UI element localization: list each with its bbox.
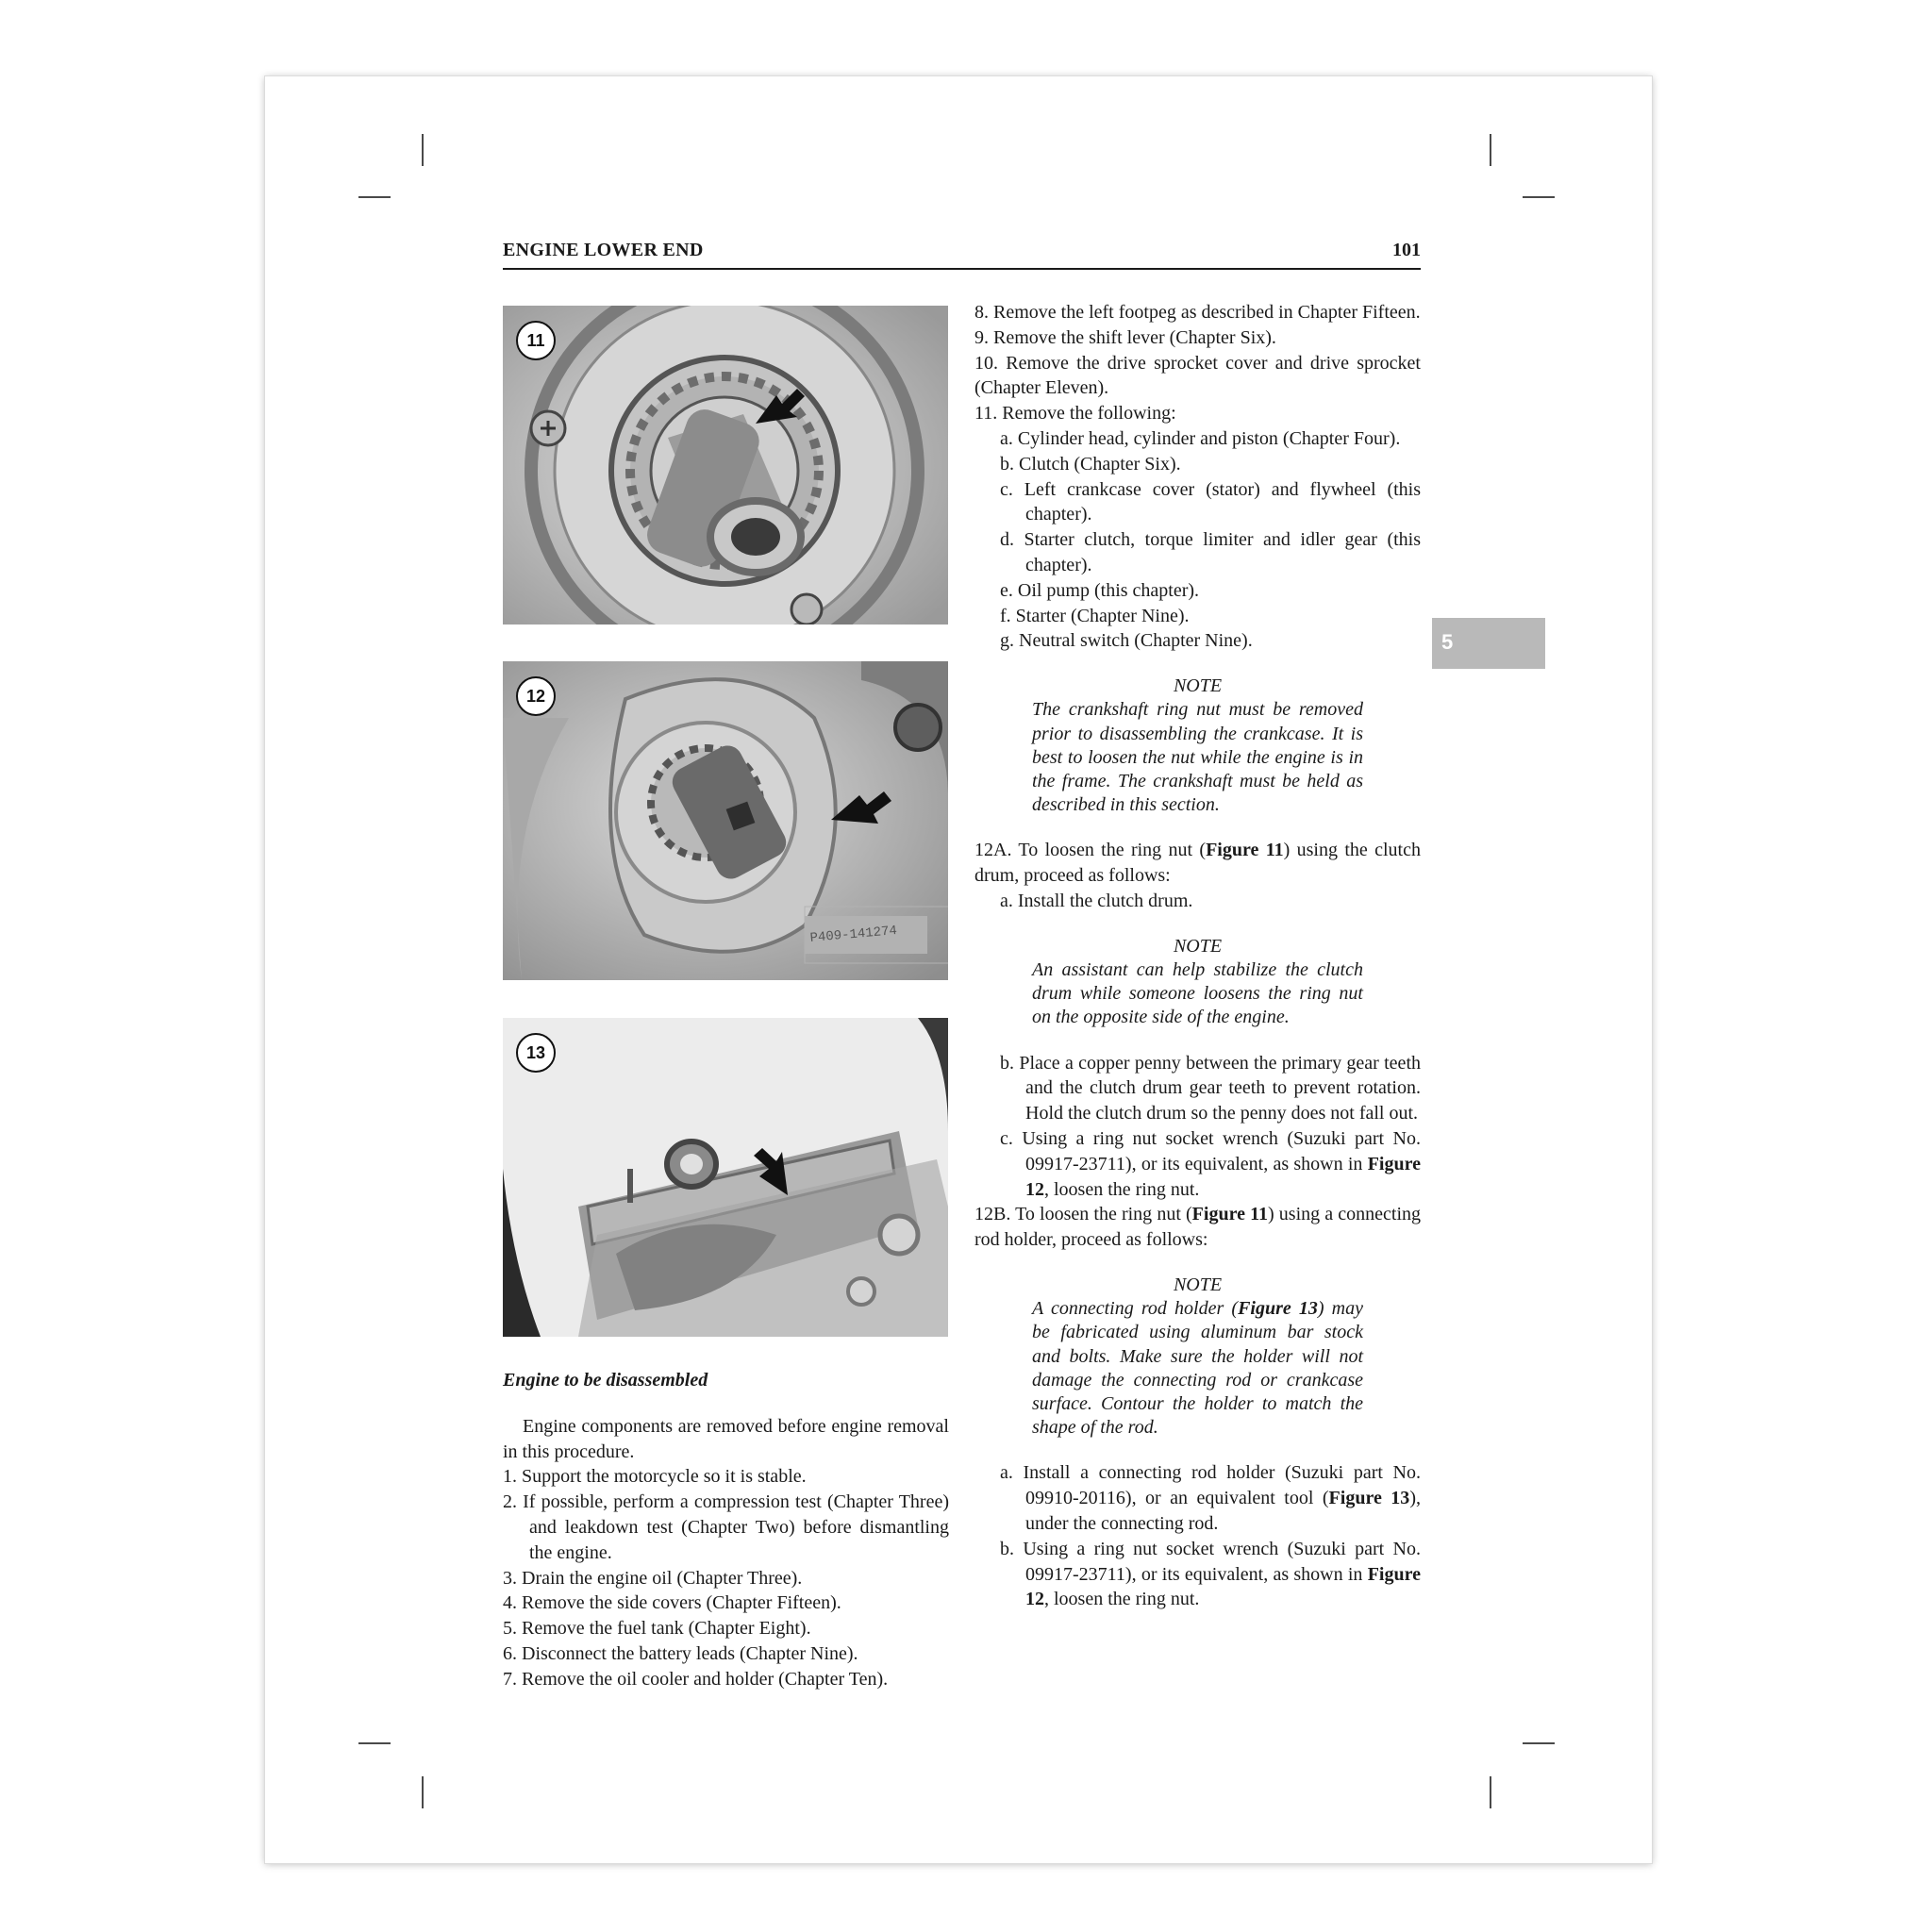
- chapter-tab-label: 5: [1441, 630, 1454, 654]
- sub-step: b. Clutch (Chapter Six).: [1000, 453, 1181, 475]
- section-heading: Engine to be disassembled: [503, 1370, 708, 1391]
- chapter-tab: [1432, 618, 1545, 669]
- sub-step: b. Place a copper penny between the primary gear teeth and the clutch drum gear teeth to prevent rotation. Hold the clutch drum so the penny does not fall out.: [1000, 1052, 1421, 1124]
- right-column: [974, 300, 1421, 1612]
- note-label: NOTE: [1173, 1274, 1223, 1295]
- left-column: [503, 1368, 949, 1692]
- sub-step: a. Cylinder head, cylinder and piston (Chapter Four).: [1000, 427, 1401, 449]
- figure-12-photo: [503, 661, 948, 980]
- figure-12-number: 12: [516, 676, 556, 716]
- sub-step: a. Install a connecting rod holder (Suzuki part No. 09910-20116), or an equivalent tool (Figure 13), under the connecting rod.: [1000, 1462, 1421, 1534]
- sub-step: g. Neutral switch (Chapter Nine).: [1000, 630, 1253, 652]
- figure-reference: Figure 11: [1206, 840, 1284, 861]
- crop-mark: [358, 196, 391, 198]
- note-box: [974, 1274, 1421, 1440]
- figure-13-number: 13: [516, 1033, 556, 1073]
- note-box: [974, 935, 1421, 1030]
- note-text: The crankshaft ring nut must be removed prior to disassembling the crankcase. It is best to loosen the nut while the engine is in the frame. The crankshaft must be held as described in this section.: [1032, 699, 1363, 816]
- procedure-step: 12B. To loosen the ring nut (Figure 11) using a connecting rod holder, proceed as follows:: [974, 1204, 1422, 1251]
- sub-step: c. Left crankcase cover (stator) and flywheel (this chapter).: [1000, 478, 1421, 525]
- note-box: [974, 675, 1421, 817]
- figure-reference: Figure 12: [1025, 1563, 1421, 1610]
- crop-mark: [422, 134, 424, 166]
- procedure-step: 12A. To loosen the ring nut (Figure 11) using the clutch drum, proceed as follows:: [974, 840, 1421, 887]
- procedure-step: 3. Drain the engine oil (Chapter Three).: [503, 1567, 803, 1589]
- note-label: NOTE: [1173, 675, 1223, 697]
- sub-step: f. Starter (Chapter Nine).: [1000, 605, 1190, 626]
- figure-reference: Figure 13: [1328, 1488, 1410, 1509]
- procedure-step: 6. Disconnect the battery leads (Chapter Nine).: [503, 1642, 858, 1664]
- crop-mark: [1490, 1776, 1491, 1808]
- crop-mark: [1490, 134, 1491, 166]
- figure-11-photo: [503, 306, 948, 625]
- procedure-step: 9. Remove the shift lever (Chapter Six).: [974, 326, 1276, 348]
- note-label: NOTE: [1173, 935, 1223, 957]
- figure-reference: Figure 12: [1025, 1153, 1421, 1200]
- note-text: A connecting rod holder (Figure 13) may be fabricated using aluminum bar stock and bolts. Make sure the holder will not damage the connecting rod or crankcase surface. Contour the holder to match the shape of the rod.: [1032, 1298, 1363, 1439]
- sub-step: a. Install the clutch drum.: [1000, 890, 1193, 911]
- figure-reference: Figure 11: [1191, 1204, 1268, 1225]
- intro-paragraph: Engine components are removed before engine removal in this procedure.: [503, 1415, 949, 1462]
- header-title: ENGINE LOWER END: [503, 240, 704, 260]
- note-text: An assistant can help stabilize the clutch drum while someone loosens the ring nut on the opposite side of the engine.: [1032, 958, 1363, 1028]
- procedure-step: 5. Remove the fuel tank (Chapter Eight).: [503, 1618, 811, 1640]
- procedure-step: 1. Support the motorcycle so it is stable.: [503, 1466, 807, 1488]
- figure-13-photo: [503, 1018, 948, 1337]
- procedure-step: 10. Remove the drive sprocket cover and drive sprocket (Chapter Eleven).: [974, 352, 1421, 399]
- figure-reference: Figure 13: [1238, 1298, 1318, 1320]
- crop-mark: [1523, 1742, 1555, 1744]
- sub-step: c. Using a ring nut socket wrench (Suzuki part No. 09917-23711), or its equivalent, as shown in Figure 12, loosen the ring nut.: [1000, 1127, 1421, 1200]
- figure-11-number: 11: [516, 321, 556, 360]
- crop-mark: [422, 1776, 424, 1808]
- procedure-step: 11. Remove the following:: [974, 403, 1176, 425]
- sub-step: b. Using a ring nut socket wrench (Suzuki part No. 09917-23711), or its equivalent, as shown in Figure 12, loosen the ring nut.: [1000, 1538, 1421, 1610]
- procedure-step: 7. Remove the oil cooler and holder (Chapter Ten).: [503, 1668, 889, 1690]
- crop-mark: [1523, 196, 1555, 198]
- procedure-step: 2. If possible, perform a compression test (Chapter Three) and leakdown test (Chapter Two) before dismantling the engine.: [503, 1491, 949, 1563]
- page-number: 101: [1392, 240, 1421, 260]
- crop-mark: [358, 1742, 391, 1744]
- procedure-step: 8. Remove the left footpeg as described in Chapter Fifteen.: [974, 302, 1421, 323]
- running-header: [503, 240, 1421, 270]
- sub-step: d. Starter clutch, torque limiter and idler gear (this chapter).: [1000, 529, 1421, 575]
- procedure-step: 4. Remove the side covers (Chapter Fifteen).: [503, 1592, 841, 1614]
- engine-serial-stamp: P409-141274: [809, 923, 898, 946]
- page-sheet: [265, 76, 1652, 1863]
- sub-step: e. Oil pump (this chapter).: [1000, 579, 1200, 601]
